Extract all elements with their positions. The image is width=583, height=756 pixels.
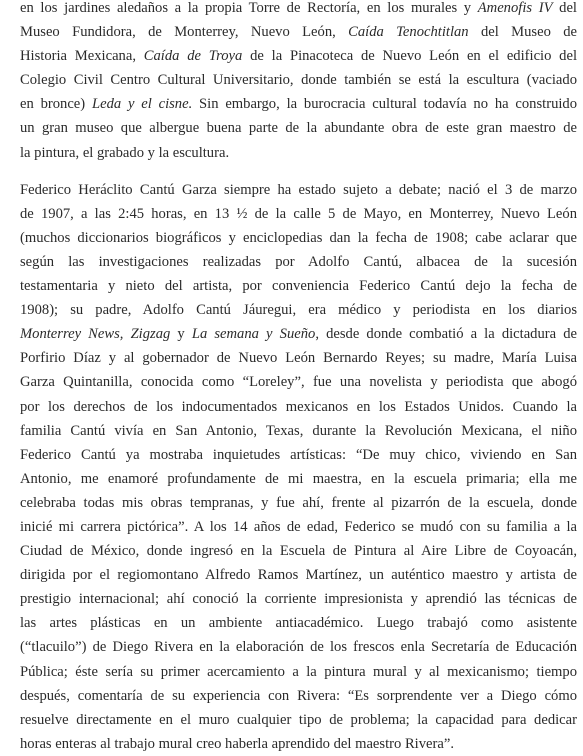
text-line: (muchos diccionarios biográficos y enciclopedias dan la fecha de 1908; cabe aclarar que xyxy=(20,229,577,246)
text-run: , xyxy=(119,326,131,343)
text-line: familia Cantú vivía en San Antonio, Texas, durante la Revolución Mexicana, el niño xyxy=(20,422,577,439)
text-line xyxy=(20,20,577,44)
text-line: según las investigaciones realizadas por Adolfo Cantú, albacea de la sucesión xyxy=(20,253,577,270)
newspaper-title: La semana xyxy=(191,326,259,343)
text-line xyxy=(20,92,577,116)
text-line: Pública; éste sería su primer acercamiento a la pintura mural y al mexicanismo; tiempo xyxy=(20,663,577,680)
text-line: celebraba todas mis obras tempranas, y fue ahí, frente al pizarrón de la escuela, donde xyxy=(20,494,577,511)
text-line: testamentaria y nieto del artista, por conveniencia Federico Cantú dejo la fecha de xyxy=(20,278,577,295)
text-run: de la Pinacoteca de Nuevo León en el edificio del xyxy=(242,48,578,65)
newspaper-title: Monterrey News xyxy=(20,326,120,343)
text-line: de 1907, a las 2:45 horas, en 13 ½ de la calle 5 de Mayo, en Monterrey, Nuevo León xyxy=(20,205,577,222)
text-line: las artes plásticas en un ambiente antiacadémico. Luego trabajó como asistente xyxy=(20,615,577,632)
paragraph-2 xyxy=(20,178,577,756)
artwork-title: Caída Tenochtitlan xyxy=(348,24,469,41)
text-run: en los jardines aledaños a la propia Torre de Rectoría, en los murales y xyxy=(20,0,478,16)
text-line: dirigida por el regiomontano Alfredo Ramos Martínez, un auténtico maestro y artista de xyxy=(20,567,577,584)
text-line: Garza Quintanilla, conocida como “Loreley”, fue una novelista y periodista que abogó xyxy=(20,374,577,391)
text-line: Antonio, me enamoré profundamente de mi maestra, en la escuela primaria; ella me xyxy=(20,470,577,487)
text-line: Federico Cantú ya mostraba inquietudes artísticas: “De muy chico, viviendo en San xyxy=(20,446,577,463)
text-line: la pintura, el grabado y la escultura. xyxy=(20,144,230,161)
text-line xyxy=(20,44,577,68)
text-line: (“tlacuilo”) de Diego Rivera en la elaboración de los frescos enla Secretaría de Educación xyxy=(20,639,577,656)
text-run: , desde donde combatió a la dictadura de xyxy=(315,326,578,343)
text-line: Porfirio Díaz y al gobernador de Nuevo León Bernardo Reyes; su madre, María Luisa xyxy=(20,350,577,367)
text-line: después, comentaría de su experiencia con Rivera: “Es sorprendente ver a Diego cómo xyxy=(20,687,577,704)
text-run: y xyxy=(170,326,192,343)
text-run: Museo Fundidora, de Monterrey, Nuevo León, xyxy=(20,24,349,41)
text-run: y xyxy=(258,326,280,343)
text-run: Sin embargo, la burocracia cultural todavía no ha construido xyxy=(192,96,578,113)
text-line: 1908); su padre, Adolfo Cantú Jáuregui, era médico y periodista en los diarios xyxy=(20,302,577,319)
newspaper-title: Zigzag xyxy=(130,326,171,343)
text-run: del Museo de xyxy=(468,24,578,41)
text-line: inicié mi carrera pictórica”. A los 14 años de edad, Federico se mudó con su familia a la xyxy=(20,518,577,535)
text-run: Historia Mexicana, xyxy=(20,48,144,65)
paragraph-1 xyxy=(20,0,577,165)
text-line: prestigio internacional; ahí conoció la corriente impresionista y aprendió las técnicas de xyxy=(20,591,577,608)
text-line: horas enteras al trabajo mural creo haberla aprendido del maestro Rivera”. xyxy=(20,735,454,752)
newspaper-title: Sueño xyxy=(279,326,316,343)
text-line: por los derechos de los indocumentados mexicanos en los Estados Unidos. Cuando la xyxy=(20,398,577,415)
article-body xyxy=(20,0,577,756)
text-line xyxy=(20,322,577,346)
text-run: en bronce) xyxy=(20,96,92,113)
text-line: Colegio Civil Centro Cultural Universitario, donde también se está la escultura (vaciado xyxy=(20,72,577,89)
artwork-title: Leda y el cisne. xyxy=(91,96,193,113)
text-line xyxy=(20,0,577,20)
text-run: del xyxy=(552,0,577,16)
text-line: Federico Heráclito Cantú Garza siempre ha estado sujeto a debate; nació el 3 de marzo xyxy=(20,181,577,198)
text-line: resuelve directamente en el muro cualquier tipo de problema; la capacidad para dedicar xyxy=(20,711,577,728)
text-line: Ciudad de México, donde ingresó en la Escuela de Pintura al Aire Libre de Coyoacán, xyxy=(20,543,577,560)
artwork-title: Amenofis IV xyxy=(477,0,553,16)
text-line: un gran museo que albergue buena parte de la abundante obra de este gran maestro de xyxy=(20,120,577,137)
artwork-title: Caída de Troya xyxy=(143,48,243,65)
